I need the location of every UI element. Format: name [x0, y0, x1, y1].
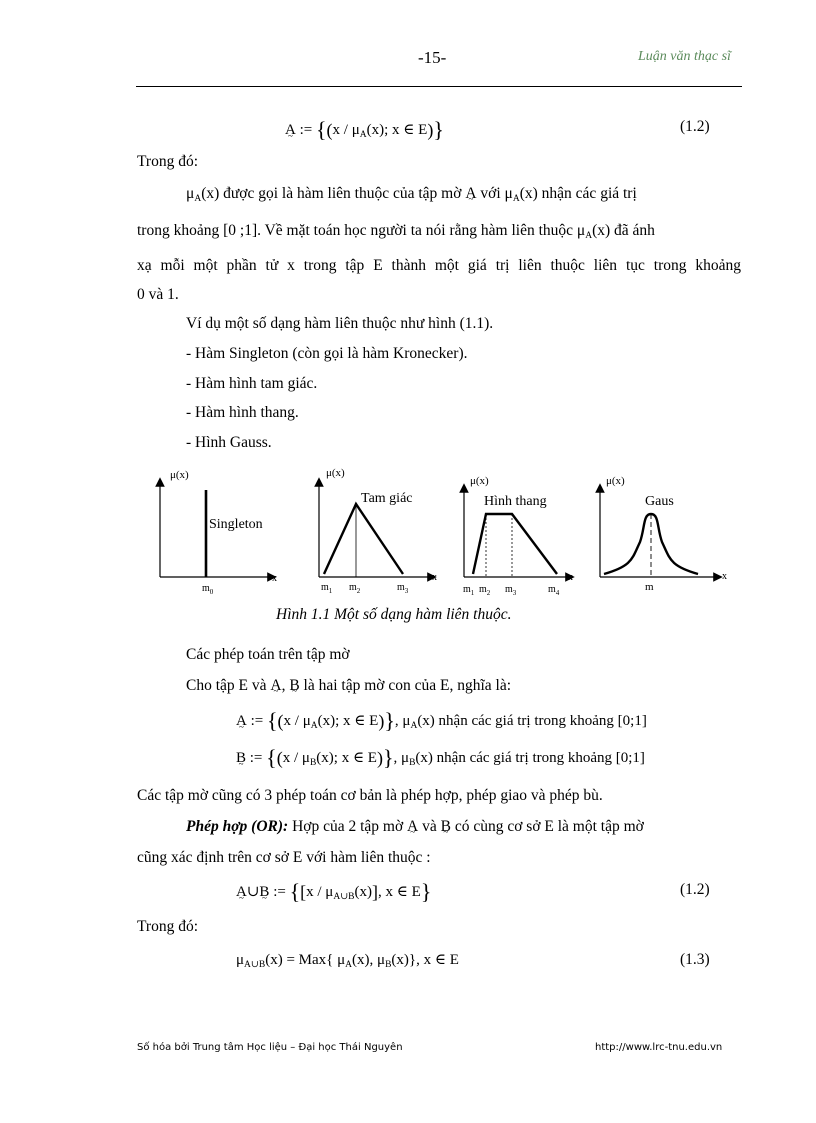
trong-do-label: Trong đó: — [137, 918, 199, 935]
footer-source: Số hóa bởi Trung tâm Học liệu – Đại học Thái Nguyên — [137, 1042, 403, 1053]
function-name: Gaus — [645, 494, 674, 509]
y-axis-label: μ(x) — [470, 475, 489, 487]
tick-label: $m_4$ — [548, 584, 560, 597]
eq-tail: (x); x ∈ E — [366, 122, 428, 138]
list-item: - Hàm Singleton (còn gọi là hàm Kronecker). — [186, 345, 468, 362]
paragraph-line: trong khoảng [0 ;1]. Về mặt toán học người ta nói rằng hàm liên thuộc $\mu_A(x)$ đã ánh — [137, 222, 655, 241]
set-A-symbol: A ~ — [285, 122, 296, 139]
paragraph-line: cũng xác định trên cơ sở E với hàm liên thuộc : — [137, 849, 431, 866]
paragraph-line: xạ mỗi một phần tử x trong tập E thành một giá trị liên thuộc liên tục trong khoảng — [137, 257, 741, 274]
function-name: Singleton — [209, 517, 263, 532]
equation-1-2: A ~ := {($x / \mu_A(x)$; x ∈ E)} — [285, 117, 444, 143]
x-axis-label: x — [432, 572, 437, 583]
equation-number: (1.2) — [680, 118, 710, 135]
eq-subscript: A — [359, 130, 367, 140]
header-rule — [136, 86, 742, 87]
x-axis-label: x — [272, 573, 277, 584]
equation-number: (1.3) — [680, 951, 710, 968]
figure-caption: Hình 1.1 Một số dạng hàm liên thuộc. — [276, 606, 512, 623]
trong-do-label: Trong đó: — [137, 153, 199, 170]
paragraph-line: 0 và 1. — [137, 286, 179, 303]
equation-max: $\mu_{A\cup B}(x) = Max${ $\mu_A(x)$, $\mu_B(x)$}, x ∈ E — [236, 952, 459, 970]
y-axis-label: μ(x) — [170, 469, 189, 481]
singleton-panel — [160, 469, 277, 596]
membership-functions-figure — [140, 462, 740, 602]
equation-union: A ~∪B ~ := {$[x / \mu_{A\cup B}(x)]$, x ∈ E} — [236, 879, 431, 905]
y-axis-label: μ(x) — [606, 475, 625, 487]
tick-label: $m_2$ — [479, 584, 491, 597]
tick-label: $m_3$ — [397, 582, 409, 595]
triangle-panel — [319, 467, 437, 595]
paragraph-line: $\mu_A(x)$ được gọi là hàm liên thuộc của tập mờ A ~ với $\mu_A(x)$ nhận các giá trị — [186, 185, 742, 204]
eq-body: x / μ — [332, 122, 360, 138]
paragraph-line: Ví dụ một số dạng hàm liên thuộc như hình (1.1). — [186, 315, 494, 332]
paragraph-line: Các tập mờ cũng có 3 phép toán cơ bản là phép hợp, phép giao và phép bù. — [137, 787, 603, 804]
triangle-curve — [324, 504, 403, 574]
tick-label: $m_1$ — [463, 584, 475, 597]
trapezoid-panel — [463, 475, 573, 597]
footer-url: http://www.lrc-tnu.edu.vn — [595, 1042, 723, 1053]
list-item: - Hàm hình tam giác. — [186, 375, 318, 392]
tick-label: $m_2$ — [349, 582, 361, 595]
running-title: Luận văn thạc sĩ — [638, 49, 731, 64]
x-axis-label: x — [722, 571, 727, 582]
page-number: -15- — [418, 48, 447, 67]
gauss-panel — [600, 475, 727, 593]
or-operation-label: Phép hợp (OR): — [186, 818, 289, 835]
list-item: - Hình Gauss. — [186, 434, 272, 451]
tick-label: $m_1$ — [321, 582, 333, 595]
tick-label: $m_0$ — [202, 583, 214, 596]
x-axis-label: x — [568, 572, 573, 583]
equation-number: (1.2) — [680, 881, 710, 898]
function-name: Hình thang — [484, 494, 547, 509]
list-item: - Hàm hình thang. — [186, 404, 299, 421]
tick-label: $m_3$ — [505, 584, 517, 597]
paragraph-line: Cho tập E và A ~, B ~ là hai tập mờ con của E, nghĩa là: — [186, 677, 511, 695]
assign-symbol: := — [299, 122, 313, 138]
function-name: Tam giác — [361, 491, 413, 506]
definition-B: B ~ := {($x / \mu_B(x)$; x ∈ E)}, $\mu_B(x)$ nhận các giá trị trong khoảng [0;1] — [236, 745, 645, 771]
paragraph-line: Phép hợp (OR): Hợp của 2 tập mờ A ~ và B ~ có cùng cơ sở E là một tập mờ — [186, 818, 644, 836]
section-heading: Các phép toán trên tập mờ — [186, 646, 350, 663]
definition-A: A ~ := {($x / \mu_A(x)$; x ∈ E)}, $\mu_A(x)$ nhận các giá trị trong khoảng [0;1] — [236, 708, 647, 734]
tick-label: m — [645, 581, 654, 593]
y-axis-label: μ(x) — [326, 467, 345, 479]
